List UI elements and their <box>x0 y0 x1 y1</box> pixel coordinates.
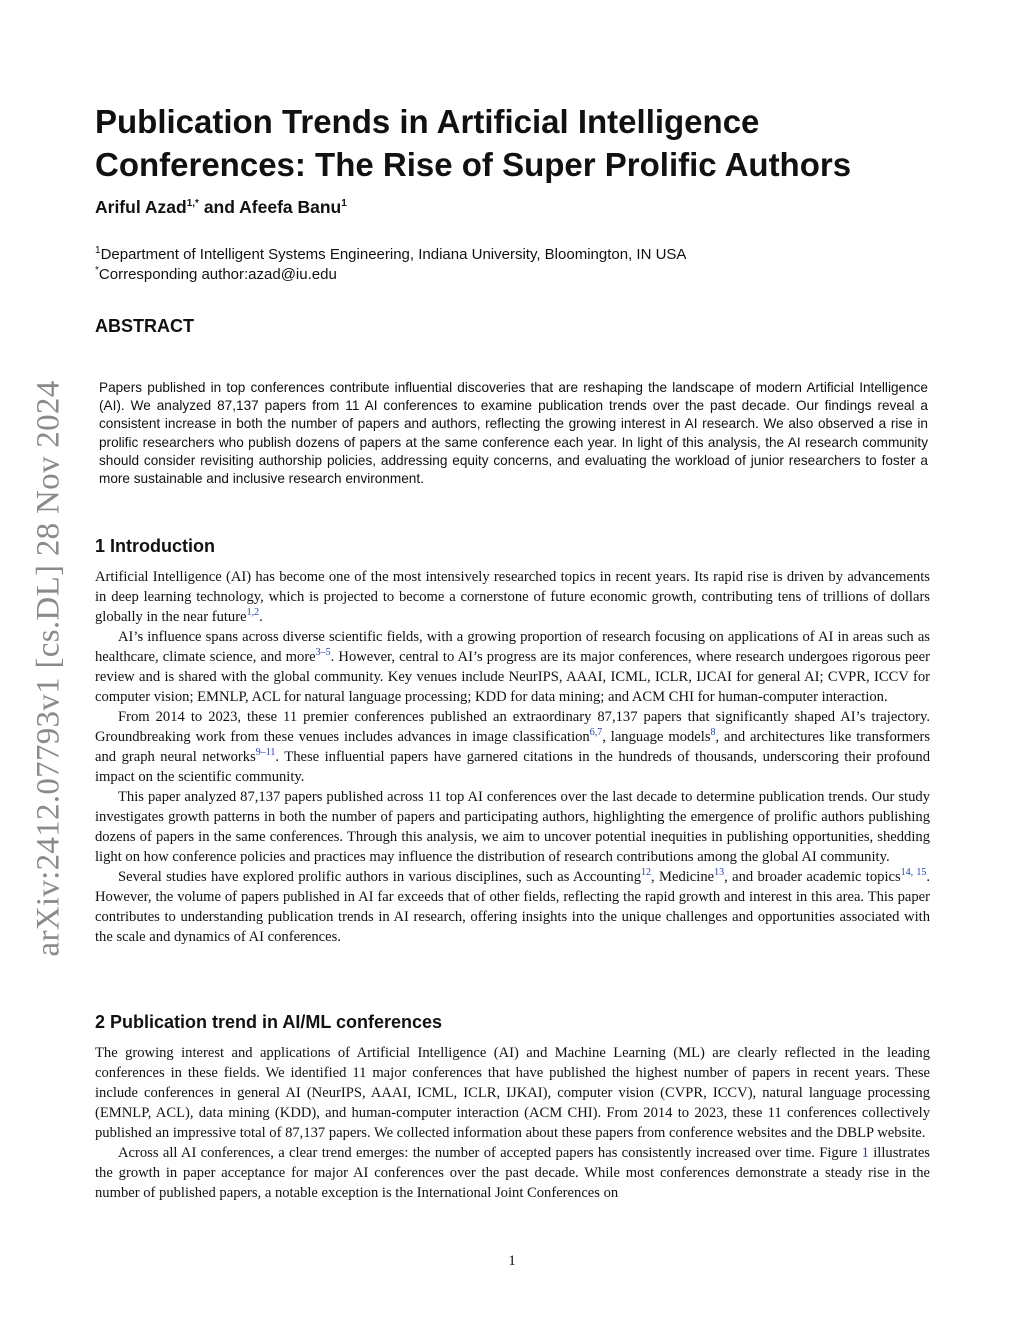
paragraph-text: , Medicine <box>651 869 715 885</box>
paragraph <box>95 567 930 627</box>
affiliations <box>95 245 686 285</box>
citation-link[interactable]: 3–5 <box>315 647 331 659</box>
author-affil-mark: 1,* <box>186 198 199 210</box>
paragraph: The growing interest and applications of Artificial Intelligence (AI) and Machine Learning (ML) are clearly reflected in the leading conferences in these fields. We identified 11 major conferences that have published the highest number of papers in recent years. These include conferences in general AI (NeurIPS, AAAI, ICML, ICLR, IJKAI), computer vision (CVPR, ICCV), natural language processing (EMNLP, ACL), data mining (KDD), and human-computer interaction (ACM CHI). From 2014 to 2023, these 11 conferences collectively published an impressive total of 87,137 papers. We collected information about these papers from conference websites and the DBLP website. <box>95 1045 930 1141</box>
paragraph-text: . However, central to AI’s progress are its major conferences, where research undergoes rigorous peer review and is shared with the global community. Key venues include NeurIPS, AAAI, ICML, ICLR, IJCAI for general AI; CVPR, ICCV for computer vision; EMNLP, ACL for natural language processing; KDD for data mining; and ACM CHI for human-computer interaction. <box>95 649 930 705</box>
paragraph-text: , and architectures like transformers and graph neural networks <box>95 729 930 765</box>
abstract-heading: ABSTRACT <box>95 316 194 336</box>
paragraph-text: Several studies have explored prolific authors in various disciplines, such as Accounting <box>118 869 642 885</box>
paragraph <box>95 1143 930 1203</box>
paper-title: Publication Trends in Artificial Intelligence Conferences: The Rise of Super Prolific Authors <box>95 103 852 183</box>
author-name: Afeefa Banu <box>239 197 342 217</box>
corresponding-author-line <box>95 265 686 285</box>
paragraph-text: AI’s influence spans across diverse scientific fields, with a growing proportion of research focusing on applications of AI in areas such as healthcare, climate science, and more <box>95 629 930 665</box>
author-affil-mark: 1 <box>341 198 347 210</box>
citation-link[interactable]: 9–11 <box>255 747 276 759</box>
paragraph-text: Artificial Intelligence (AI) has become one of the most intensively researched topics in recent years. Its rapid rise is driven by advancements in deep learning technology, which is projected to become a cornerstone of future economic growth, contributing tens of trillions of dollars globally in the near future <box>95 569 930 625</box>
paragraph-text: . However, the volume of papers published in AI far exceeds that of other fields, reflecting the rapid growth and interest in this area. This paper contributes to understanding publication trends in AI research, offering insights into the unique challenges and opportunities associated with the scale and dynamics of AI conferences. <box>95 869 931 945</box>
publication-trend-body <box>95 1043 930 1203</box>
affiliation-text: Department of Intelligent Systems Engineering, Indiana University, Bloomington, IN USA <box>100 246 687 263</box>
abstract-text: Papers published in top conferences contribute influential discoveries that are reshaping the landscape of modern Artificial Intelligence (AI). We analyzed 87,137 papers from 11 AI conferences to examine publication trends over the past decade. Our findings reveal a consistent increase in both the number of papers and authors, reflecting the growing interest in AI research. We also observed a rise in prolific researchers who publish dozens of papers at the same conference each year. In light of this analysis, the AI research community should consider revisiting authorship policies, addressing equity concerns, and evaluating the workload of junior researchers to foster a more sustainable and inclusive research environment. <box>99 380 928 487</box>
paragraph-text: illustrates the growth in paper acceptance for major AI conferences over the past decade. While most conferences demonstrate a steady rise in the number of published papers, a notable exception is the International Joint Conferences on <box>95 1145 930 1201</box>
paragraph <box>95 627 930 707</box>
citation-link[interactable]: 13 <box>714 867 725 879</box>
paragraph: This paper analyzed 87,137 papers published across 11 top AI conferences over the last decade to determine publication trends. Our study investigates growth patterns in both the number of papers and participating authors, highlighting the emergence of prolific authors publishing dozens of papers in the same conferences. Through this analysis, we aim to uncover potential inequities in publishing opportunities, shedding light on how conference policies and practices may influence the distribution of research contributions among the global AI community. <box>95 789 930 865</box>
paragraph <box>95 707 930 787</box>
citation-link[interactable]: 12 <box>641 867 652 879</box>
affiliation-mark: 1 <box>95 245 101 256</box>
paragraph-text: . <box>259 609 263 625</box>
paragraph <box>95 867 930 947</box>
section-heading-introduction: 1 Introduction <box>95 536 215 556</box>
affiliation-line <box>95 245 686 265</box>
author-name: Ariful Azad <box>95 197 187 217</box>
paragraph-text: , language models <box>602 729 711 745</box>
corresponding-author-text: Corresponding author:azad@iu.edu <box>98 266 337 283</box>
citation-link[interactable]: 6,7 <box>589 727 603 739</box>
figure-reference-link[interactable]: 1 <box>861 1145 869 1161</box>
paragraph-text: Across all AI conferences, a clear trend emerges: the number of accepted papers has consistently increased over time. Figure <box>118 1145 862 1161</box>
author-line <box>95 197 347 218</box>
page-number: 1 <box>508 1253 516 1269</box>
paragraph-text: From 2014 to 2023, these 11 premier conferences published an extraordinary 87,137 papers that significantly shaped AI’s trajectory. Groundbreaking work from these venues includes advances in image classification <box>95 709 930 745</box>
citation-link[interactable]: 8 <box>710 727 716 739</box>
arxiv-sidebar <box>14 368 84 968</box>
paragraph-text: . These influential papers have garnered citations in the hundreds of thousands, underscoring their profound impact on the scientific community. <box>95 749 930 785</box>
section-heading-publication-trend: 2 Publication trend in AI/ML conferences <box>95 1012 443 1032</box>
introduction-body <box>95 567 930 947</box>
arxiv-identifier: arXiv:2412.07793v1 [cs.DL] 28 Nov 2024 <box>30 380 67 956</box>
citation-link[interactable]: 1,2 <box>246 607 260 619</box>
citation-link[interactable]: 14, 15 <box>900 867 927 879</box>
paragraph-text: , and broader academic topics <box>724 869 901 885</box>
corresponding-mark: * <box>95 265 99 276</box>
author-conjunction: and <box>198 197 240 217</box>
